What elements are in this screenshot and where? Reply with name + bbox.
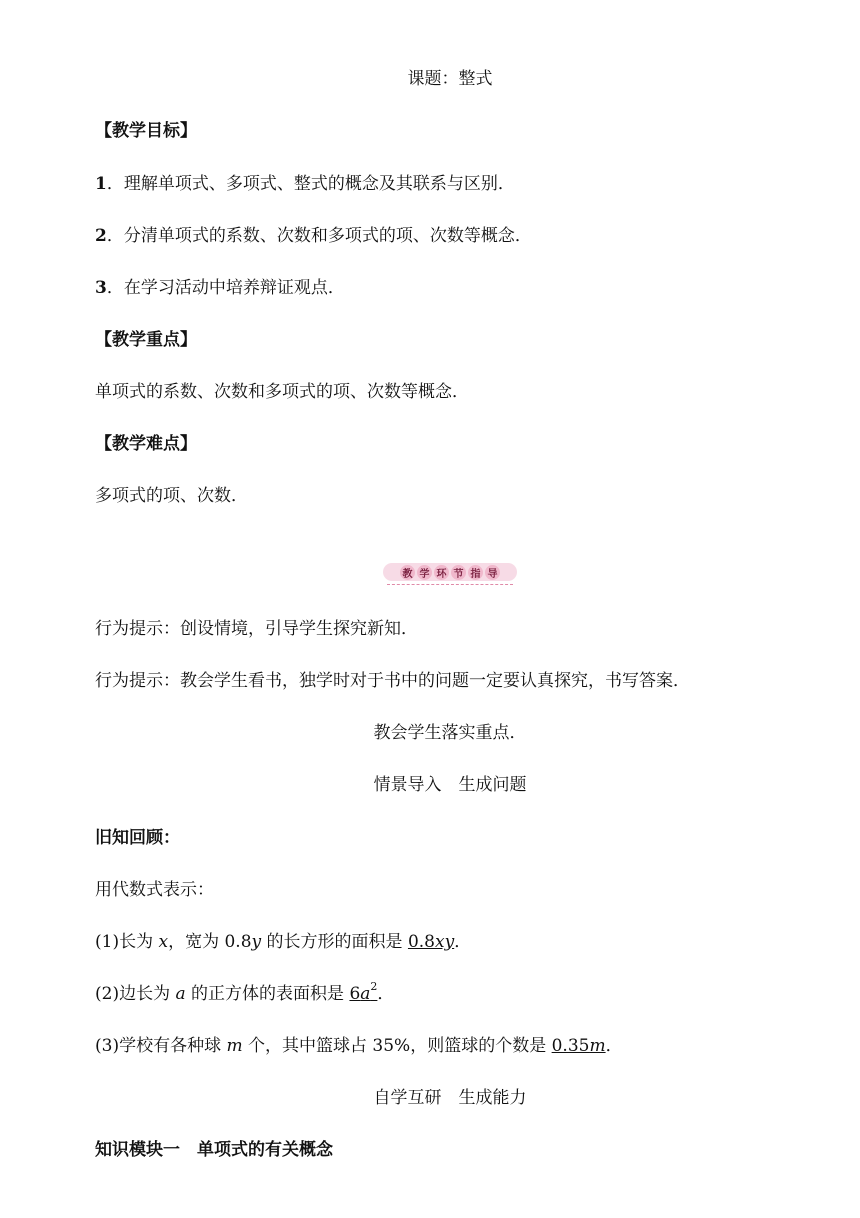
item-number: 3: [95, 278, 107, 298]
hint-line: 行为提示：教会学生看书，独学时对于书中的问题一定要认真探究，书写答案．: [95, 671, 690, 691]
q-var: m: [226, 1036, 243, 1056]
banner-char: 环: [434, 565, 449, 580]
difficulties-heading: 【教学难点】: [95, 434, 197, 454]
objective-item: [95, 276, 345, 300]
objectives-heading: 【教学目标】: [95, 121, 197, 141]
answer: $6a^2$: [349, 980, 378, 1004]
q-text: (3)学校有各种球: [95, 1036, 227, 1056]
item-number: 2: [95, 226, 107, 246]
answer: 0.35m: [551, 1036, 606, 1056]
objective-item: [95, 224, 532, 248]
page-title: 课题：整式: [407, 69, 493, 89]
hint-continued: 教会学生落实重点．: [373, 723, 527, 743]
q-text: (1)长为: [95, 932, 159, 952]
q-var: x: [158, 932, 169, 952]
key-points-text: 单项式的系数、次数和多项式的项、次数等概念．: [95, 382, 469, 402]
objective-item: [95, 172, 515, 196]
question-3: [95, 1034, 623, 1058]
q-text: ．: [605, 1036, 623, 1056]
item-text: ．在学习活动中培养辩证观点．: [106, 278, 345, 298]
banner-char: 节: [451, 565, 466, 580]
teaching-guide-banner: [383, 563, 517, 585]
module-title: 知识模块一 单项式的有关概念: [95, 1140, 333, 1160]
q-text: ．: [377, 984, 395, 1004]
section-title: 情景导入 生成问题: [373, 775, 527, 795]
q-text: ，宽为 0.8: [168, 932, 252, 952]
review-intro: 用代数式表示：: [95, 880, 214, 900]
item-number: 1: [95, 174, 107, 194]
q-text: (2)边长为: [95, 984, 176, 1004]
q-text: 个，其中篮球占 35%，则篮球的个数是: [242, 1036, 552, 1056]
q-text: ．: [454, 932, 472, 952]
key-points-heading: 【教学重点】: [95, 330, 197, 350]
q-var: a: [175, 984, 186, 1004]
difficulties-text: 多项式的项、次数．: [95, 486, 248, 506]
banner-char: 指: [468, 565, 483, 580]
hint-line: 行为提示：创设情境，引导学生探究新知．: [95, 619, 418, 639]
q-text: 的长方形的面积是: [261, 932, 408, 952]
item-text: ．理解单项式、多项式、整式的概念及其联系与区别．: [106, 174, 515, 194]
item-text: ．分清单项式的系数、次数和多项式的项、次数等概念．: [106, 226, 532, 246]
question-2: [95, 982, 394, 1006]
q-var: y: [251, 932, 262, 952]
banner-char: 导: [485, 565, 500, 580]
banner-char: 教: [400, 565, 415, 580]
banner-char: 学: [417, 565, 432, 580]
q-text: 的正方体的表面积是: [185, 984, 350, 1004]
section-title: 自学互研 生成能力: [373, 1088, 527, 1108]
banner-underline: [387, 584, 513, 585]
review-heading: 旧知回顾：: [95, 828, 180, 848]
answer: 0.8xy: [407, 932, 455, 952]
question-1: [95, 930, 471, 954]
